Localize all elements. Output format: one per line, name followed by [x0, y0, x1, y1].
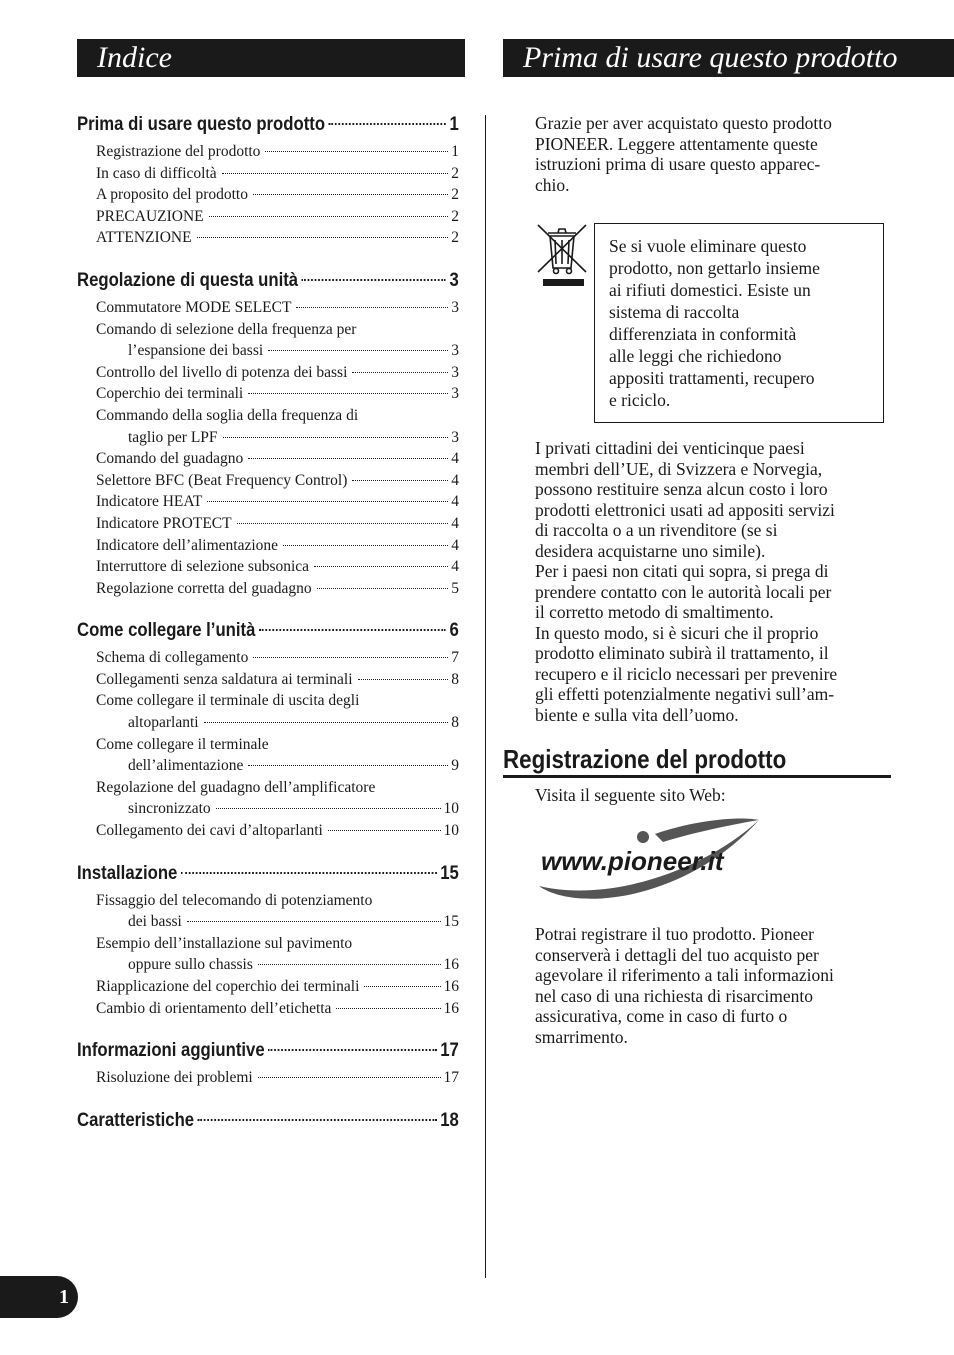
toc-entry-line: Regolazione del guadagno dell’amplificatore — [96, 778, 376, 796]
toc-entry-line: Come collegare il terminale di uscita degli — [96, 692, 360, 710]
toc-entry-line: Come collegare il terminale — [96, 735, 269, 753]
dot-leader — [317, 588, 449, 589]
intro-paragraph — [535, 113, 895, 195]
dot-leader — [314, 566, 448, 567]
dot-leader — [265, 151, 448, 152]
intro-line: chio. — [535, 174, 570, 195]
toc-section-page: 17 — [440, 1040, 459, 1062]
toc-entry[interactable] — [77, 578, 459, 600]
body-line: il corretto metodo di smaltimento. — [535, 602, 774, 622]
dot-leader — [198, 1119, 437, 1121]
dot-leader — [209, 216, 449, 217]
disposal-body-text — [535, 438, 895, 725]
toc-entry-title: Selettore BFC (Beat Frequency Control) — [96, 471, 348, 489]
dot-leader — [358, 679, 449, 680]
visit-website-text: Visita il seguente sito Web: — [535, 785, 726, 805]
body-line: prodotto eliminato subirà il trattamento, il — [535, 643, 829, 663]
toc-entry[interactable] — [77, 513, 459, 535]
body-line: Per i paesi non citati qui sopra, si prega di — [535, 561, 829, 581]
toc-section-page: 15 — [440, 862, 459, 884]
toc-entry[interactable] — [77, 362, 459, 384]
toc-entry-page: 5 — [451, 579, 459, 597]
toc-section-heading[interactable] — [77, 861, 459, 886]
disposal-notice-box — [594, 223, 884, 423]
toc-entry[interactable] — [77, 669, 459, 691]
body-line: desidera acquistarne uno simile). — [535, 540, 766, 561]
toc-section — [77, 1108, 459, 1133]
toc-entry-title: Comando del guadagno — [96, 450, 244, 468]
toc-entry-page: 4 — [451, 558, 459, 576]
toc-section-page: 1 — [449, 114, 459, 135]
dot-leader — [253, 657, 448, 658]
toc-entry-page: 8 — [451, 714, 459, 732]
dot-leader — [336, 1008, 440, 1009]
table-of-contents — [77, 112, 459, 1152]
toc-section-page: 18 — [440, 1109, 459, 1131]
registration-line: agevolare il riferimento a tali informazioni — [535, 965, 834, 985]
toc-section-heading[interactable] — [77, 1038, 459, 1063]
intro-line: Grazie per aver acquistato questo prodotto — [535, 113, 832, 133]
dot-leader — [283, 545, 448, 546]
dot-leader — [253, 194, 448, 195]
toc-entry-title: Indicatore HEAT — [96, 493, 203, 511]
toc-entry-page: 2 — [451, 229, 459, 247]
toc-entry[interactable] — [77, 227, 459, 249]
toc-entry-title: Interruttore di selezione subsonica — [96, 558, 310, 576]
toc-entry-title: l’espansione dei bassi — [128, 342, 264, 360]
toc-section — [77, 618, 459, 841]
toc-section-title: Informazioni aggiuntive — [77, 1040, 265, 1062]
toc-entry-title: dei bassi — [128, 913, 182, 931]
toc-entry-title: Schema di collegamento — [96, 649, 249, 667]
toc-entry-page: 8 — [451, 670, 459, 688]
toc-section-title: Installazione — [77, 862, 178, 884]
toc-entry[interactable] — [77, 141, 459, 163]
dot-leader — [352, 372, 448, 373]
toc-entry-page: 7 — [451, 649, 459, 667]
toc-entry-title: Indicatore PROTECT — [96, 514, 232, 532]
toc-entry-title: dell’alimentazione — [128, 757, 244, 775]
body-line: prendere contatto con le autorità locali per — [535, 581, 832, 602]
dot-leader — [204, 722, 449, 723]
toc-entry[interactable] — [77, 206, 459, 228]
toc-entry[interactable] — [77, 556, 459, 578]
dot-leader — [248, 458, 448, 459]
toc-entry-title: In caso di difficoltà — [96, 164, 217, 182]
toc-entry[interactable] — [77, 163, 459, 185]
body-line: I privati cittadini dei venticinque paesi — [535, 438, 805, 458]
toc-entry-page: 9 — [451, 757, 459, 775]
toc-entry-page: 3 — [451, 428, 459, 446]
toc-section — [77, 112, 459, 249]
toc-entry-page: 16 — [443, 978, 459, 995]
toc-entry[interactable] — [77, 976, 459, 998]
toc-section-page: 3 — [449, 269, 459, 291]
dot-leader — [364, 986, 440, 987]
dot-leader — [258, 964, 441, 965]
section-title: Prima di usare questo prodotto — [503, 39, 954, 77]
toc-entry-page: 4 — [451, 536, 459, 554]
dot-leader — [259, 629, 446, 631]
toc-entry[interactable] — [77, 820, 459, 842]
dot-leader — [329, 123, 446, 125]
toc-entry-page: 2 — [451, 164, 459, 182]
dot-leader — [207, 501, 448, 502]
toc-entry[interactable] — [77, 933, 459, 976]
column-divider — [485, 115, 486, 1278]
dot-leader — [223, 437, 449, 438]
registration-line: nel caso di una richiesta di risarcimento — [535, 985, 813, 1006]
dot-leader — [296, 307, 448, 308]
toc-entry[interactable] — [77, 1067, 459, 1089]
toc-section — [77, 268, 459, 599]
toc-section-title: Caratteristiche — [77, 1109, 195, 1131]
dot-leader — [181, 872, 437, 874]
toc-entry[interactable] — [77, 690, 459, 733]
notice-line: e riciclo. — [609, 390, 671, 410]
toc-entry-title: Cambio di orientamento dell’etichetta — [96, 999, 332, 1017]
notice-line: appositi trattamenti, recupero — [609, 368, 815, 388]
toc-entry-title: Collegamento dei cavi d’altoparlanti — [96, 822, 323, 840]
toc-entry[interactable] — [77, 647, 459, 669]
toc-entry-title: Indicatore dell’alimentazione — [96, 536, 279, 554]
crossed-out-bin-icon — [534, 222, 590, 288]
toc-section — [77, 861, 459, 1020]
notice-line: ai rifiuti domestici. Esiste un — [609, 280, 811, 300]
toc-entry-page: 3 — [451, 342, 459, 360]
dot-leader — [248, 393, 448, 394]
toc-entry-title: sincronizzato — [128, 800, 211, 818]
toc-entry[interactable] — [77, 734, 459, 777]
toc-entry-title: Collegamenti senza saldatura ai terminali — [96, 670, 353, 688]
toc-entry-page: 3 — [451, 385, 459, 403]
pioneer-website-logo — [535, 812, 763, 910]
toc-entry-title: Controllo del livello di potenza dei bassi — [96, 363, 348, 381]
body-line: gli effetti potenzialmente negativi sull’am- — [535, 684, 835, 704]
toc-entry-page: 10 — [443, 822, 459, 840]
dot-leader — [248, 765, 448, 766]
toc-entry-page: 4 — [451, 493, 459, 511]
toc-entry-title: altoparlanti — [128, 714, 199, 732]
body-line: membri dell’UE, di Svizzera e Norvegia, — [535, 458, 823, 479]
body-paragraph — [535, 561, 895, 623]
registration-line: smarrimento. — [535, 1026, 628, 1047]
toc-entry-line: Fissaggio del telecomando di potenziamento — [96, 891, 373, 909]
toc-entry-title: PRECAUZIONE — [96, 207, 204, 225]
dot-leader — [302, 279, 446, 281]
dot-leader — [352, 480, 448, 481]
dot-leader — [268, 350, 448, 351]
toc-entry[interactable] — [77, 383, 459, 405]
notice-line: Se si vuole eliminare questo — [609, 236, 807, 256]
registration-line: Potrai registrare il tuo prodotto. Pioneer — [535, 924, 814, 944]
toc-entry-page: 15 — [443, 913, 459, 931]
toc-section-page: 6 — [449, 620, 459, 642]
page-number: 1 — [0, 1276, 78, 1318]
toc-entry-page: 10 — [443, 800, 459, 818]
toc-entry[interactable] — [77, 998, 459, 1020]
toc-entry[interactable] — [77, 535, 459, 557]
toc-entry-page: 16 — [443, 956, 459, 974]
toc-entry[interactable] — [77, 491, 459, 513]
toc-section — [77, 1038, 459, 1089]
body-line: possono restituire senza alcun costo i loro — [535, 479, 828, 499]
notice-line: alle leggi che richiedono — [609, 346, 782, 366]
index-title: Indice — [77, 39, 465, 77]
registration-line: assicurativa, come in caso di furto o — [535, 1006, 788, 1026]
toc-entry-page: 2 — [451, 207, 459, 225]
registration-heading: Registrazione del prodotto — [503, 743, 891, 778]
toc-entry-page: 4 — [451, 471, 459, 489]
toc-entry-line: Comando di selezione della frequenza per — [96, 320, 357, 338]
dot-leader — [222, 173, 449, 174]
toc-entry[interactable] — [77, 777, 459, 820]
registration-line: conserverà i dettagli del tuo acquisto per — [535, 944, 819, 965]
toc-section-title: Regolazione di questa unità — [77, 269, 299, 291]
toc-entry-page: 16 — [443, 999, 459, 1017]
toc-entry[interactable] — [77, 470, 459, 492]
dot-leader — [237, 523, 449, 524]
toc-entry[interactable] — [77, 297, 459, 319]
toc-entry-title: Coperchio dei terminali — [96, 385, 244, 403]
notice-line: sistema di raccolta — [609, 302, 740, 322]
toc-entry-page: 2 — [451, 186, 459, 204]
registration-text — [535, 924, 895, 1047]
toc-entry-title: A proposito del prodotto — [96, 186, 248, 204]
toc-entry[interactable] — [77, 890, 459, 933]
body-line: di raccolta o a un rivenditore (se si — [535, 520, 778, 540]
intro-line: istruzioni prima di usare questo apparec- — [535, 154, 821, 174]
toc-entry-title: Regolazione corretta del guadagno — [96, 579, 312, 597]
toc-entry-title: ATTENZIONE — [96, 229, 192, 247]
toc-entry-title: Risoluzione dei problemi — [96, 1069, 253, 1087]
body-line: In questo modo, si è sicuri che il proprio — [535, 622, 819, 643]
toc-entry-page: 3 — [451, 298, 459, 316]
dot-leader — [268, 1049, 437, 1051]
notice-line: prodotto, non gettarlo insieme — [609, 258, 820, 278]
dot-leader — [216, 808, 441, 809]
body-paragraph — [535, 623, 895, 726]
toc-section-heading[interactable] — [77, 618, 459, 643]
toc-section-title: Prima di usare questo prodotto — [77, 114, 326, 135]
toc-entry[interactable] — [77, 448, 459, 470]
body-line: prodotti elettronici usati ad appositi servizi — [535, 499, 835, 520]
intro-line: PIONEER. Leggere attentamente queste — [535, 133, 818, 154]
toc-entry-page: 3 — [451, 363, 459, 381]
toc-entry-line: Commando della soglia della frequenza di — [96, 406, 359, 424]
toc-entry[interactable] — [77, 319, 459, 362]
body-line: recupero e il riciclo necessari per prevenire — [535, 663, 838, 684]
toc-entry-page: 4 — [451, 450, 459, 468]
logo-text: www.pioneer.it — [541, 846, 724, 876]
toc-entry[interactable] — [77, 184, 459, 206]
toc-entry-title: Registrazione del prodotto — [96, 143, 261, 160]
body-line: biente e sulla vita dell’uomo. — [535, 704, 739, 725]
toc-entry-line: Esempio dell’installazione sul pavimento — [96, 934, 353, 952]
toc-section-heading[interactable] — [77, 112, 459, 137]
dot-leader — [187, 921, 441, 922]
toc-entry-title: Riapplicazione del coperchio dei terminali — [96, 978, 360, 995]
dot-leader — [258, 1077, 441, 1078]
dot-leader — [197, 237, 449, 238]
body-paragraph — [535, 438, 895, 561]
toc-section-heading[interactable] — [77, 1108, 459, 1133]
notice-line: differenziata in conformità — [609, 324, 797, 344]
toc-entry-page: 17 — [443, 1069, 459, 1087]
toc-entry-title: oppure sullo chassis — [128, 956, 253, 974]
toc-section-title: Come collegare l’unità — [77, 620, 256, 642]
toc-entry-page: 4 — [451, 514, 459, 532]
toc-entry-title: Commutatore MODE SELECT — [96, 298, 292, 316]
toc-entry-page: 1 — [451, 143, 459, 160]
dot-leader — [328, 830, 441, 831]
toc-section-heading[interactable] — [77, 268, 459, 293]
toc-entry-title: taglio per LPF — [128, 428, 218, 446]
toc-entry[interactable] — [77, 405, 459, 448]
